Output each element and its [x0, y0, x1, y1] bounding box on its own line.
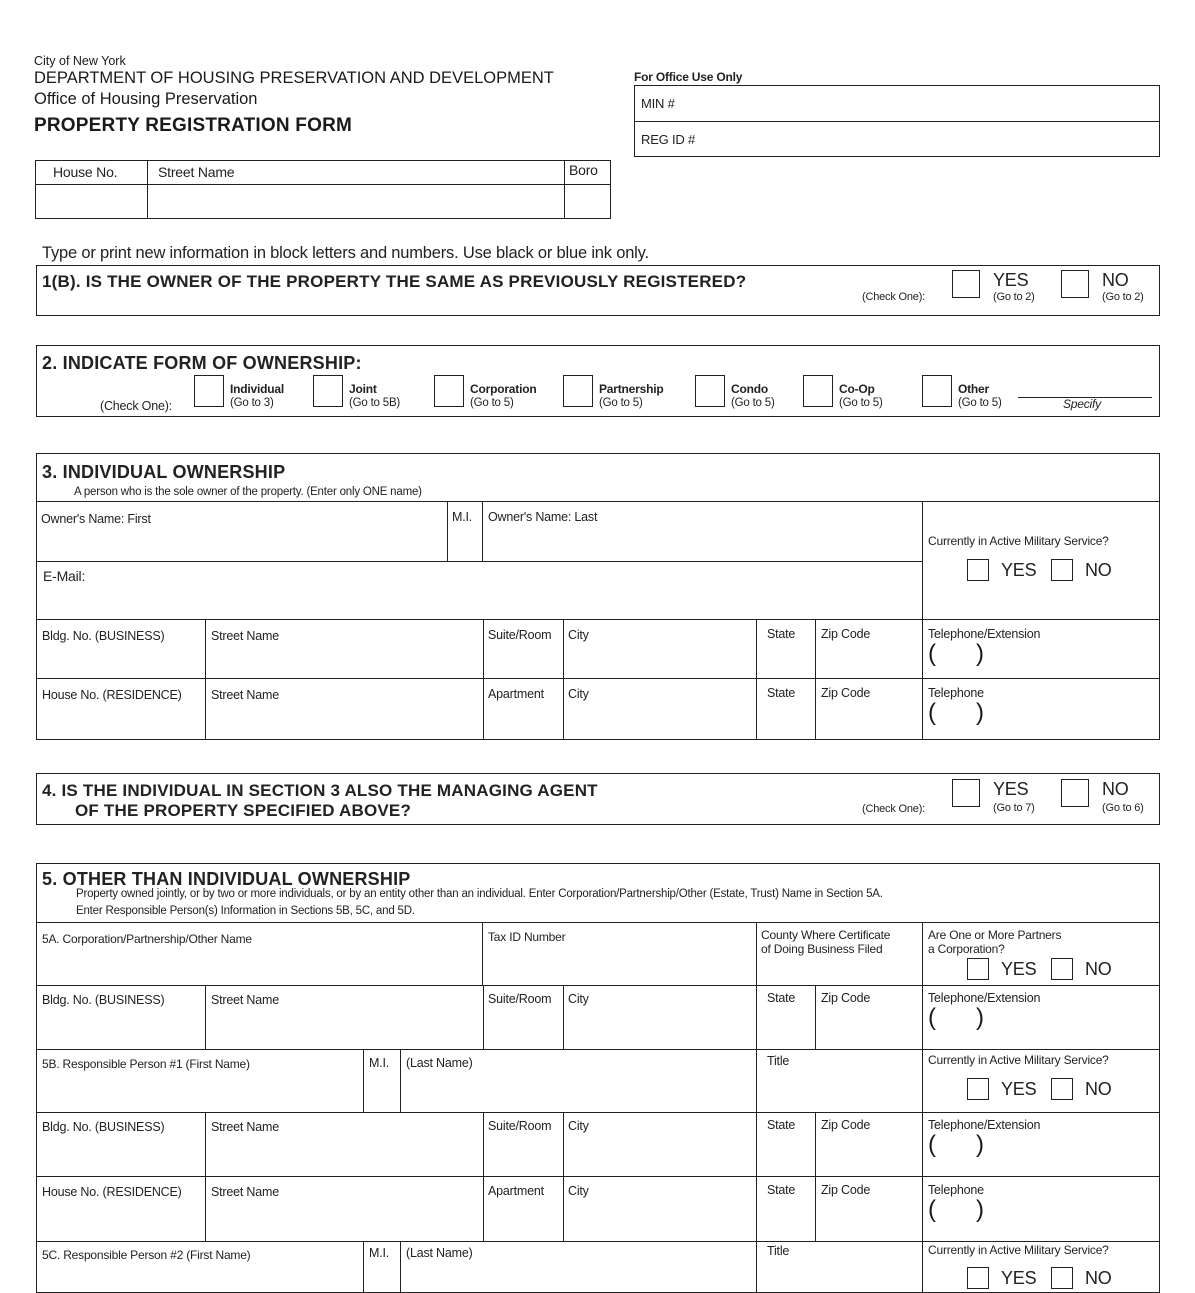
s5b-business-zip-label: Zip Code	[821, 1118, 871, 1132]
s5b-business-state-label: State	[767, 1118, 796, 1132]
s5b-residence-apt-input[interactable]	[487, 1206, 563, 1236]
residence-apt-input[interactable]	[487, 707, 563, 735]
s5b-first-input[interactable]	[40, 1078, 363, 1108]
section-3-title: 3. INDIVIDUAL OWNERSHIP	[42, 462, 286, 482]
ownership-corporation-label: Corporation	[470, 382, 537, 396]
residence-house-label: House No. (RESIDENCE)	[42, 688, 182, 702]
residence-apt-label: Apartment	[488, 687, 544, 701]
s5b-military-no-checkbox[interactable]	[1051, 1078, 1073, 1100]
business-phone-paren-open: (	[928, 640, 936, 667]
section-1b-no-label: NO	[1102, 270, 1129, 290]
section-1b-no-goto: (Go to 2)	[1102, 291, 1144, 303]
s5b-business-bldg-label: Bldg. No. (BUSINESS)	[42, 1120, 165, 1134]
s5a-business-bldg-input[interactable]	[40, 1014, 204, 1044]
business-state-input[interactable]	[760, 648, 815, 676]
military-yes-label: YES	[1001, 560, 1037, 580]
military-yes-checkbox[interactable]	[967, 559, 989, 581]
business-city-label: City	[568, 628, 589, 642]
s5b-business-street-label: Street Name	[211, 1120, 279, 1134]
s5a-business-zip-label: Zip Code	[821, 991, 871, 1005]
section-1b-yes-checkbox[interactable]	[952, 270, 980, 298]
department-label: DEPARTMENT OF HOUSING PRESERVATION AND DEVELOPMENT	[34, 69, 554, 87]
section-5-desc1: Property owned jointly, or by two or more individuals, or by an entity other than an individual. Enter Corporation/Partnership/Other (Estate, Trust) Name in Section 5A.	[76, 888, 883, 900]
ownership-other-checkbox[interactable]	[922, 375, 952, 407]
ownership-corporation-goto: (Go to 5)	[470, 397, 514, 409]
s5a-name-label: 5A. Corporation/Partnership/Other Name	[42, 932, 252, 946]
house-no-label: House No.	[53, 164, 118, 180]
s5a-county-label-2: of Doing Business Filed	[761, 942, 883, 956]
s5c-military-yes-label: YES	[1001, 1268, 1037, 1288]
ownership-coop-goto: (Go to 5)	[839, 397, 883, 409]
ownership-condo-label: Condo	[731, 382, 768, 396]
s5b-mi-label: M.I.	[369, 1056, 390, 1070]
section-4-no-label: NO	[1102, 779, 1129, 799]
s5a-county-input[interactable]	[760, 958, 922, 984]
boro-label: Boro	[569, 162, 598, 178]
s5a-business-state-input[interactable]	[760, 1014, 815, 1044]
owner-last-name-label: Owner's Name: Last	[488, 510, 598, 524]
s5a-partners-no-label: NO	[1085, 959, 1112, 979]
section-4-yes-label: YES	[993, 779, 1029, 799]
ownership-partnership-label: Partnership	[599, 382, 664, 396]
s5a-partners-yes-label: YES	[1001, 959, 1037, 979]
s5a-partners-yes-checkbox[interactable]	[967, 958, 989, 980]
email-label: E-Mail:	[43, 568, 86, 584]
s5b-business-phone-input[interactable]	[995, 1142, 1159, 1172]
s5c-military-no-label: NO	[1085, 1268, 1112, 1288]
section-4-yes-checkbox[interactable]	[952, 779, 980, 807]
s5a-business-phone-input[interactable]	[995, 1014, 1159, 1044]
boro-input[interactable]	[567, 188, 611, 218]
section-1b-question: 1(B). IS THE OWNER OF THE PROPERTY THE SAME AS PREVIOUSLY REGISTERED?	[42, 272, 747, 291]
ownership-partnership-goto: (Go to 5)	[599, 397, 643, 409]
s5a-business-phone-label: Telephone/Extension	[928, 991, 1041, 1005]
ownership-joint-checkbox[interactable]	[313, 375, 343, 407]
s5c-military-no-checkbox[interactable]	[1051, 1267, 1073, 1289]
s5b-residence-street-label: Street Name	[211, 1185, 279, 1199]
section-1b-check-one: (Check One):	[862, 291, 926, 303]
business-bldg-label: Bldg. No. (BUSINESS)	[42, 629, 165, 643]
ownership-coop-checkbox[interactable]	[803, 375, 833, 407]
s5b-business-city-label: City	[568, 1119, 589, 1133]
section-4-no-checkbox[interactable]	[1061, 779, 1089, 807]
ownership-individual-goto: (Go to 3)	[230, 397, 274, 409]
s5b-residence-zip-input[interactable]	[819, 1206, 922, 1236]
ownership-individual-checkbox[interactable]	[194, 375, 224, 407]
business-street-label: Street Name	[211, 629, 279, 643]
street-name-label: Street Name	[158, 164, 235, 180]
section-3-subtitle: A person who is the sole owner of the property. (Enter only ONE name)	[74, 486, 422, 498]
s5a-business-phone-paren-open: (	[928, 1004, 936, 1031]
s5b-business-phone-label: Telephone/Extension	[928, 1118, 1041, 1132]
s5b-military-no-label: NO	[1085, 1079, 1112, 1099]
business-phone-paren-close: )	[976, 640, 984, 667]
s5a-business-zip-input[interactable]	[819, 1014, 922, 1044]
city-label: City of New York	[34, 54, 126, 68]
owner-mi-label: M.I.	[452, 510, 473, 524]
ownership-joint-label: Joint	[349, 382, 377, 396]
s5c-title-label: Title	[767, 1244, 790, 1258]
street-name-input[interactable]	[150, 188, 564, 218]
s5b-residence-phone-paren-open: (	[928, 1196, 936, 1223]
s5a-partners-label-1: Are One or More Partners	[928, 928, 1062, 942]
s5b-residence-zip-label: Zip Code	[821, 1183, 871, 1197]
instructions: Type or print new information in block letters and numbers. Use black or blue ink only.	[42, 244, 649, 262]
s5b-residence-house-input[interactable]	[40, 1206, 204, 1236]
residence-state-input[interactable]	[760, 707, 815, 735]
residence-house-input[interactable]	[40, 707, 204, 735]
section-4-check-one: (Check One):	[862, 803, 926, 815]
military-no-label: NO	[1085, 560, 1112, 580]
ownership-partnership-checkbox[interactable]	[563, 375, 593, 407]
ownership-condo-goto: (Go to 5)	[731, 397, 775, 409]
s5b-business-zip-input[interactable]	[819, 1142, 922, 1172]
s5b-military-label: Currently in Active Military Service?	[928, 1053, 1109, 1067]
s5a-partners-label-2: a Corporation?	[928, 942, 1005, 956]
owner-mi-input[interactable]	[450, 530, 484, 558]
s5a-partners-no-checkbox[interactable]	[1051, 958, 1073, 980]
residence-phone-label: Telephone	[928, 686, 984, 700]
residence-city-label: City	[568, 687, 589, 701]
s5b-business-suite-input[interactable]	[487, 1142, 563, 1172]
s5b-business-state-input[interactable]	[760, 1142, 815, 1172]
s5b-title-label: Title	[767, 1054, 790, 1068]
residence-city-input[interactable]	[567, 707, 756, 735]
s5a-business-state-label: State	[767, 991, 796, 1005]
ownership-other-goto: (Go to 5)	[958, 397, 1002, 409]
s5a-tax-id-input[interactable]	[486, 952, 756, 982]
s5b-last-label: (Last Name)	[406, 1056, 473, 1070]
s5b-last-input[interactable]	[404, 1078, 756, 1108]
residence-phone-paren-close: )	[976, 699, 984, 726]
owner-last-name-input[interactable]	[486, 530, 922, 558]
business-phone-input[interactable]	[995, 648, 1159, 676]
s5a-county-label-1: County Where Certificate	[761, 928, 891, 942]
s5a-business-street-label: Street Name	[211, 993, 279, 1007]
section-4-line1: 4. IS THE INDIVIDUAL IN SECTION 3 ALSO THE MANAGING AGENT	[42, 781, 598, 800]
s5b-business-city-input[interactable]	[567, 1142, 756, 1172]
s5b-residence-house-label: House No. (RESIDENCE)	[42, 1185, 182, 1199]
s5b-military-yes-checkbox[interactable]	[967, 1078, 989, 1100]
s5c-first-label: 5C. Responsible Person #2 (First Name)	[42, 1248, 251, 1262]
s5b-first-label: 5B. Responsible Person #1 (First Name)	[42, 1057, 250, 1071]
email-input[interactable]	[40, 588, 922, 616]
business-state-label: State	[767, 627, 796, 641]
s5b-mi-input[interactable]	[366, 1078, 401, 1108]
s5b-residence-apt-label: Apartment	[488, 1184, 544, 1198]
s5a-business-city-input[interactable]	[567, 1014, 756, 1044]
owner-first-name-input[interactable]	[40, 530, 447, 558]
ownership-joint-goto: (Go to 5B)	[349, 397, 401, 409]
section-4-no-goto: (Go to 6)	[1102, 802, 1144, 814]
s5a-business-suite-label: Suite/Room	[488, 992, 552, 1006]
military-label: Currently in Active Military Service?	[928, 534, 1109, 548]
section-2-check-one: (Check One):	[100, 399, 172, 413]
owner-first-name-label: Owner's Name: First	[41, 512, 151, 526]
min-label: MIN #	[641, 96, 675, 111]
business-zip-input[interactable]	[819, 648, 922, 676]
business-phone-label: Telephone/Extension	[928, 627, 1041, 641]
business-city-input[interactable]	[567, 648, 756, 676]
s5a-name-input[interactable]	[40, 952, 482, 982]
s5b-business-street-input[interactable]	[209, 1142, 483, 1172]
section-5-title: 5. OTHER THAN INDIVIDUAL OWNERSHIP	[42, 869, 411, 889]
office-label: Office of Housing Preservation	[34, 90, 258, 108]
s5b-military-yes-label: YES	[1001, 1079, 1037, 1099]
business-zip-label: Zip Code	[821, 627, 871, 641]
s5b-residence-state-input[interactable]	[760, 1206, 815, 1236]
s5b-residence-street-input[interactable]	[209, 1206, 483, 1236]
section-1b-yes-goto: (Go to 2)	[993, 291, 1035, 303]
s5c-last-label: (Last Name)	[406, 1246, 473, 1260]
residence-phone-input[interactable]	[995, 707, 1159, 735]
specify-label: Specify	[1063, 397, 1101, 411]
business-street-input[interactable]	[209, 648, 483, 676]
section-4-yes-goto: (Go to 7)	[993, 802, 1035, 814]
s5a-business-phone-paren-close: )	[976, 1004, 984, 1031]
ownership-individual-label: Individual	[230, 382, 285, 396]
section-5-desc2: Enter Responsible Person(s) Information in Sections 5B, 5C, and 5D.	[76, 905, 415, 917]
business-suite-label: Suite/Room	[488, 628, 552, 642]
s5b-business-phone-paren-open: (	[928, 1131, 936, 1158]
s5b-residence-phone-paren-close: )	[976, 1196, 984, 1223]
section-2-title: 2. INDICATE FORM OF OWNERSHIP:	[42, 353, 362, 373]
section-1b-yes-label: YES	[993, 270, 1029, 290]
section-4-line2: OF THE PROPERTY SPECIFIED ABOVE?	[75, 801, 412, 820]
s5a-business-city-label: City	[568, 992, 589, 1006]
s5b-business-bldg-input[interactable]	[40, 1142, 204, 1172]
s5a-business-bldg-label: Bldg. No. (BUSINESS)	[42, 993, 165, 1007]
s5c-mi-label: M.I.	[369, 1246, 390, 1260]
residence-zip-label: Zip Code	[821, 686, 871, 700]
s5b-residence-phone-input[interactable]	[995, 1206, 1159, 1236]
s5b-residence-phone-label: Telephone	[928, 1183, 984, 1197]
business-bldg-input[interactable]	[40, 648, 204, 676]
s5c-military-label: Currently in Active Military Service?	[928, 1243, 1109, 1257]
residence-state-label: State	[767, 686, 796, 700]
s5b-business-suite-label: Suite/Room	[488, 1119, 552, 1133]
house-no-input[interactable]	[38, 188, 148, 218]
residence-street-label: Street Name	[211, 688, 279, 702]
ownership-corporation-checkbox[interactable]	[434, 375, 464, 407]
ownership-coop-label: Co-Op	[839, 382, 875, 396]
ownership-other-label: Other	[958, 382, 990, 396]
section-1b-no-checkbox[interactable]	[1061, 270, 1089, 298]
business-suite-input[interactable]	[487, 648, 563, 676]
residence-street-input[interactable]	[209, 707, 483, 735]
residence-phone-paren-open: (	[928, 699, 936, 726]
form-header	[34, 54, 554, 137]
s5a-business-suite-input[interactable]	[487, 1014, 563, 1044]
form-title: PROPERTY REGISTRATION FORM	[34, 115, 353, 136]
s5c-military-yes-checkbox[interactable]	[967, 1267, 989, 1289]
s5b-residence-city-label: City	[568, 1184, 589, 1198]
residence-zip-input[interactable]	[819, 707, 922, 735]
office-use-title: For Office Use Only	[634, 70, 743, 84]
s5b-business-phone-paren-close: )	[976, 1131, 984, 1158]
ownership-other-specify-input[interactable]	[1018, 377, 1152, 398]
s5b-title-input[interactable]	[760, 1078, 922, 1108]
ownership-condo-checkbox[interactable]	[695, 375, 725, 407]
s5b-residence-state-label: State	[767, 1183, 796, 1197]
reg-id-label: REG ID #	[641, 132, 696, 147]
s5a-tax-id-label: Tax ID Number	[488, 930, 566, 944]
military-no-checkbox[interactable]	[1051, 559, 1073, 581]
s5a-business-street-input[interactable]	[209, 1014, 483, 1044]
s5b-residence-city-input[interactable]	[567, 1206, 756, 1236]
